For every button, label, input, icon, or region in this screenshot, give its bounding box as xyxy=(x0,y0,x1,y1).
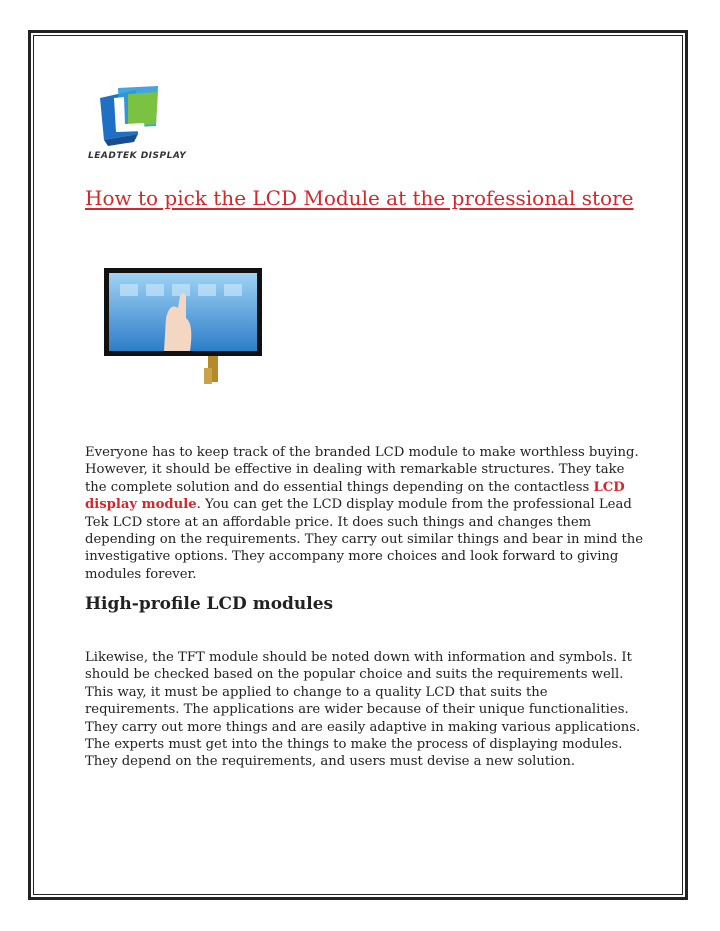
page-title[interactable]: How to pick the LCD Module at the professional store xyxy=(85,186,634,210)
lcd-module-image xyxy=(104,268,264,408)
logo-text: LEADTEK DISPLAY xyxy=(88,151,187,161)
intro-text-start: Everyone has to keep track of the branded LCD module to make worthless buying. However, it should be effective in dealing with remarkable structures. They take the complete solution and do essential things depending on the contactless xyxy=(85,445,639,495)
lcd-display-module-link[interactable]: LCD display module xyxy=(85,479,625,513)
section-heading: High-profile LCD modules xyxy=(85,594,334,614)
intro-paragraph xyxy=(85,444,645,583)
section-paragraph: Likewise, the TFT module should be noted down with information and symbols. It should be checked based on the popular choice and suits the requirements well. This way, it must be applied to change to a quality LCD that suits the requirements. The applications are wider because of their unique functionalities. They carry out more things and are easily adaptive in making various applications. The experts must get into the things to make the process of displaying modules. They depend on the requirements, and users must devise a new solution. xyxy=(85,650,641,770)
intro-text-end: . You can get the LCD display module from the professional Lead Tek LCD store at an affordable price. It does such things and changes them depending on the requirements. They carry out similar things and bear in mind the investigative options. They accompany more choices and look forward to giving modules forever. xyxy=(85,497,644,582)
